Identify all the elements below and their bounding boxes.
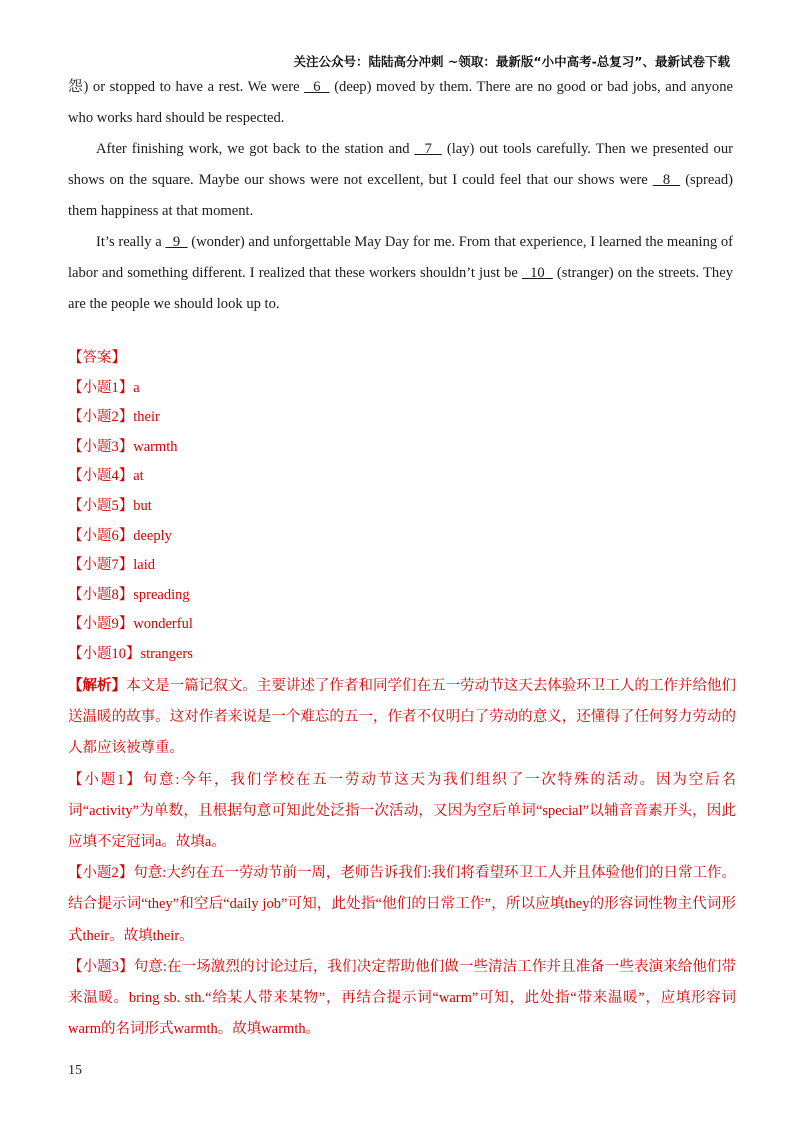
answer-heading: 【答案】 bbox=[68, 350, 126, 366]
answer-item: 【小题5】but bbox=[68, 497, 152, 514]
answer-item: 【小题3】warmth bbox=[68, 438, 178, 455]
blank-7: 7 bbox=[414, 141, 442, 157]
blank-10: 10 bbox=[521, 265, 553, 281]
analysis-item: 【小题1】句意:今年，我们学校在五一劳动节这天为我们组织了一次特殊的活动。因为空后名词“activity”为单数，且根据句意可知此处泛指一次活动，又因为空后单词“special”以辅音音素开头，因此应填不定冠词a。故填a。 bbox=[68, 771, 736, 851]
passage-paragraph-3: It’s really a 9 (wonder) and unforgettable May Day for me. From that experience, I learned the meaning of labor and something different. I realized that these workers shouldn’t just be 10 (stranger) on the streets. They are the people we should look up to. bbox=[68, 234, 734, 312]
answer-item: 【小题7】laid bbox=[68, 557, 155, 574]
passage-paragraph-2: After finishing work, we got back to the station and 7 (lay) out tools carefully. Then we presented our shows on the square. Maybe our shows were not excellent, but I could feel that our shows were 8 (spread) them happiness at that moment. bbox=[68, 141, 734, 219]
analysis-section bbox=[68, 671, 736, 1045]
analysis-item: 【小题2】句意:大约在五一劳动节前一周，老师告诉我们:我们将看望环卫工人并且体验他们的日常工作。结合提示词“they”和空后“daily job”可知，此处指“他们的日常工作”，所以应填they的形容词性物主代词形式their。故填their。 bbox=[68, 865, 737, 944]
answer-section bbox=[68, 344, 738, 670]
answer-item: 【小题4】at bbox=[68, 468, 144, 485]
answer-item: 【小题1】a bbox=[68, 379, 140, 396]
answer-item: 【小题10】strangers bbox=[68, 645, 193, 662]
passage bbox=[68, 72, 733, 320]
blank-8: 8 bbox=[652, 172, 681, 188]
answer-item: 【小题9】wonderful bbox=[68, 616, 193, 633]
page-header: 关注公众号：陆陆高分冲刺 ~领取：最新版“小中高考-总复习”、最新试卷下载 bbox=[293, 54, 730, 69]
blank-6: 6 bbox=[304, 79, 330, 95]
passage-paragraph-1: 怨) or stopped to have a rest. We were 6 (deep) moved by them. There are no good or bad jobs, and anyone who works hard should be respected. bbox=[68, 79, 733, 126]
blank-9: 9 bbox=[165, 234, 188, 250]
answer-item: 【小题2】their bbox=[68, 409, 160, 426]
page-number: 15 bbox=[68, 1063, 82, 1078]
analysis-item: 【小题3】句意:在一场激烈的讨论过后，我们决定帮助他们做一些清洁工作并且准备一些表演来给他们带来温暖。bring sb. sth.“给某人带来某物”，再结合提示词“warm”可知，此处指“带来温暖”，应填形容词warm的名词形式warmth。故填warmth。 bbox=[68, 958, 737, 1038]
answer-item: 【小题6】deeply bbox=[68, 527, 172, 544]
analysis-intro: 【解析】本文是一篇记叙文。主要讲述了作者和同学们在五一劳动节这天去体验环卫工人的工作并给他们送温暖的故事。这对作者来说是一个难忘的五一，作者不仅明白了劳动的意义，还懂得了任何努力劳动的人都应该被尊重。 bbox=[68, 678, 737, 757]
answer-item: 【小题8】spreading bbox=[68, 586, 190, 603]
